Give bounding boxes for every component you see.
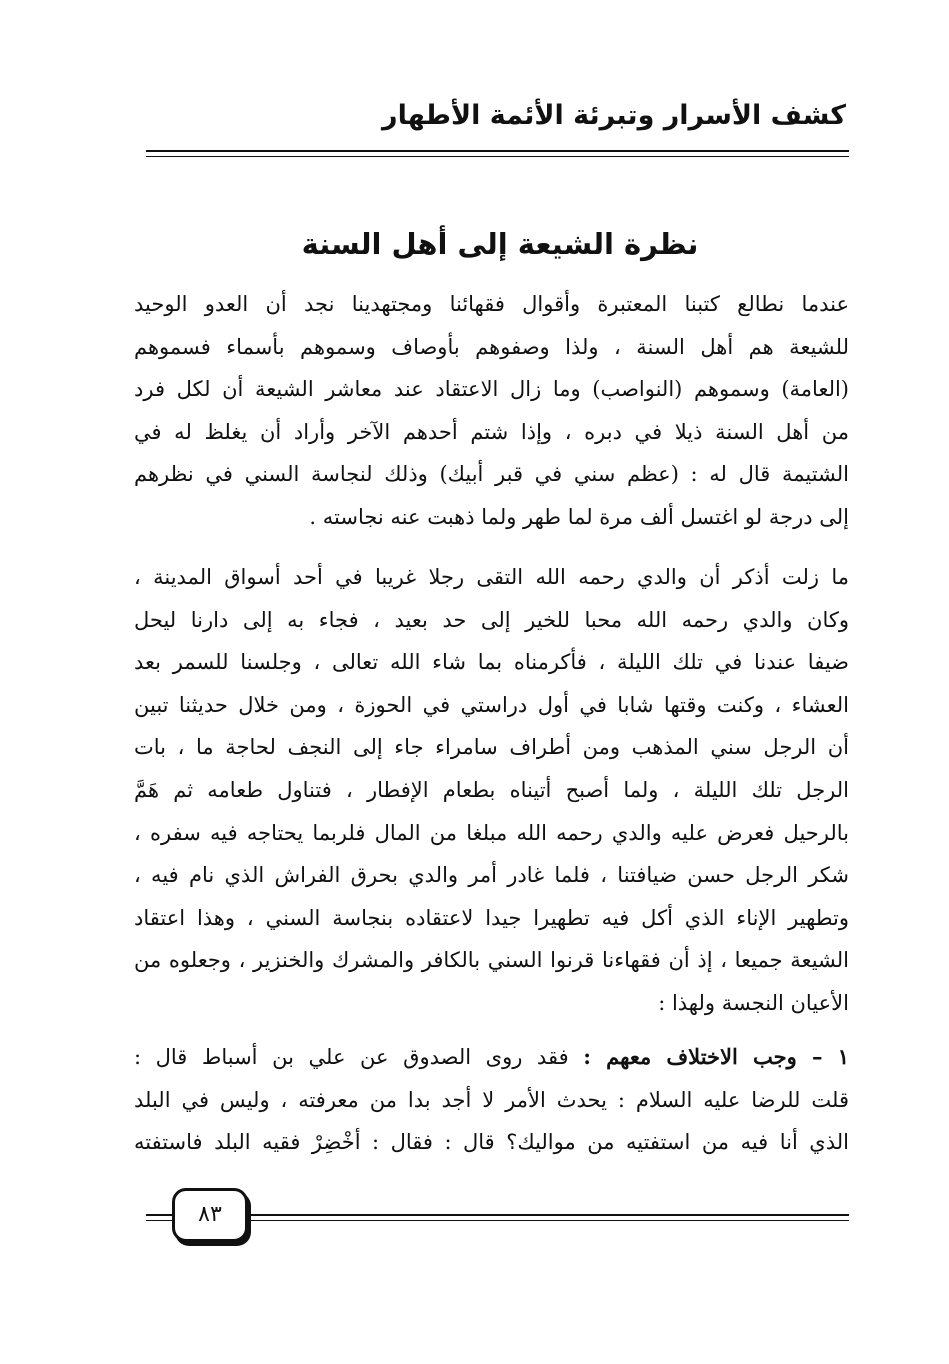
text-line: الذي أنا فيه من استفتيه من مواليك؟ قال : فقال : أخْضِرْ فقيه البلد فاستفته <box>134 1130 849 1155</box>
text-line: الشيعة جميعا ، إذ أن فقهاءنا قرنوا السني بالكافر والمشرك والخنزير ، وجعلوه من <box>134 948 849 973</box>
footer-rule-right-bottom <box>250 1220 849 1221</box>
header-rule-bottom <box>146 156 849 157</box>
text-line: الشتيمة قال له : (عظم سني في قبر أبيك) وذلك لنجاسة السني في نظرهم <box>134 462 849 487</box>
page-number: ٨٣ <box>172 1188 248 1242</box>
text-line: أن الرجل سني المذهب ومن أطراف سامراء جاء إلى النجف لحاجة ما ، بات <box>134 735 849 760</box>
paragraph-1 <box>134 283 849 539</box>
text-line: إلى درجة لو اغتسل ألف مرة لما طهر ولما ذهبت عنه نجاسته . <box>309 504 849 529</box>
text-line: للشيعة هم أهل السنة ، ولذا وصفوهم بأوصاف وسموهم بأسماء فسموهم <box>134 334 849 359</box>
footer-rule-left-top <box>146 1214 174 1216</box>
paragraph-2 <box>134 556 849 1025</box>
header-rule-top <box>146 150 849 152</box>
text-line: شكر الرجل حسن ضيافتنا ، فلما غادر أمر والدي بحرق الفراش الذي نام فيه ، <box>134 863 849 888</box>
numbered-heading: ١ – وجب الاختلاف معهم : <box>583 1044 850 1069</box>
text-line: وكان والدي رحمه الله محبا للخير إلى حد بعيد ، فجاء به إلى دارنا ليحل <box>134 607 849 632</box>
running-header-title: كشف الأسرار وتبرئة الأئمة الأطهار <box>382 100 846 131</box>
text-line: العشاء ، وكنت وقتها شابا في أول دراستي في الحوزة ، ومن خلال حديثنا تبين <box>134 692 849 717</box>
text-line: الأعيان النجسة ولهذا : <box>658 990 849 1015</box>
paragraph-3 <box>134 1036 849 1164</box>
text-line: (العامة) وسموهم (النواصب) وما زال الاعتقاد عند معاشر الشيعة أن لكل فرد <box>134 377 849 402</box>
text-line: الرجل تلك الليلة ، ولما أصبح أتيناه بطعام الإفطار ، فتناول طعامه ثم هَمَّ <box>134 777 849 802</box>
text-line: ضيفا عندنا في تلك الليلة ، فأكرمناه بما شاء الله تعالى ، وجلسنا للسمر بعد <box>134 650 849 675</box>
text-line: ما زلت أذكر أن والدي رحمه الله التقى رجلا غريبا في أحد أسواق المدينة ، <box>134 565 849 589</box>
footer-rule-left-bottom <box>146 1220 174 1221</box>
footer-rule-right-top <box>250 1214 849 1216</box>
text-line: بالرحيل فعرض عليه والدي رحمه الله مبلغا من المال فلربما يحتاجه فيه سفره ، <box>134 820 849 845</box>
text-line: قلت للرضا عليه السلام : يحدث الأمر لا أجد بدا من معرفته ، وليس في البلد <box>134 1087 849 1112</box>
text-line: عندما نطالع كتبنا المعتبرة وأقوال فقهائنا ومجتهدينا نجد أن العدو الوحيد <box>134 292 849 316</box>
heading-continuation: فقد روى الصدوق عن علي بن أسباط قال : <box>134 1045 584 1069</box>
text-line: من أهل السنة ذيلا في دبره ، وإذا شتم أحدهم الآخر وأراد أن يغلظ له في <box>134 419 849 444</box>
text-line <box>134 1036 849 1079</box>
chapter-title: نظرة الشيعة إلى أهل السنة <box>301 227 699 261</box>
text-line: وتطهير الإناء الذي أكل فيه تطهيرا جيدا لاعتقاده بنجاسة السني ، وهذا اعتقاد <box>134 905 849 930</box>
